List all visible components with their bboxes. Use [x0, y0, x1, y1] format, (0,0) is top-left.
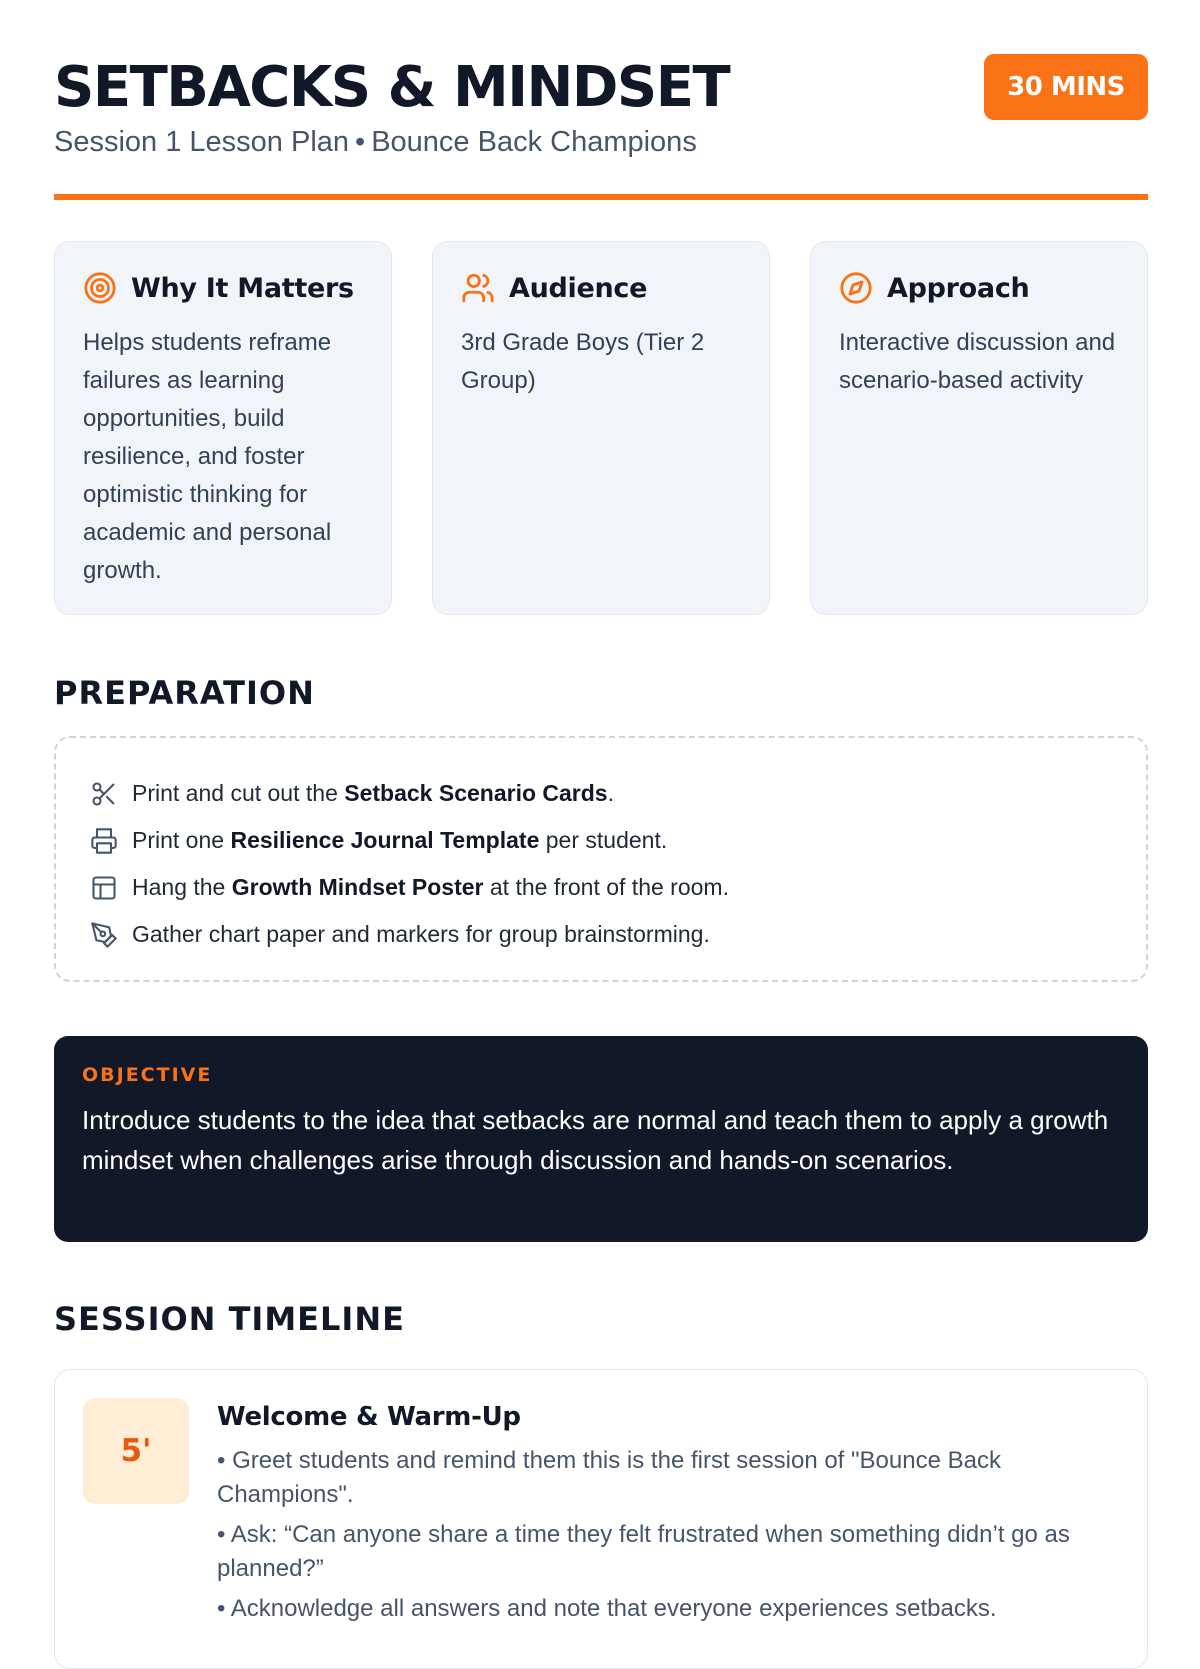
card-approach	[810, 241, 1148, 615]
printer-icon	[90, 827, 118, 855]
pen-tool-icon	[90, 921, 118, 949]
page-title: SETBACKS & MINDSET	[54, 55, 730, 120]
card-why-it-matters	[54, 241, 392, 615]
prep-text: Print and cut out the Setback Scenario Cards.	[132, 780, 614, 806]
target-icon	[83, 271, 117, 305]
prep-item	[90, 770, 1112, 817]
step-duration-badge: 5'	[83, 1398, 189, 1504]
step-content	[217, 1402, 1117, 1632]
duration-badge: 30 MINS	[984, 54, 1148, 120]
prep-item	[90, 911, 1112, 958]
header-divider	[54, 194, 1148, 200]
objective-text: Introduce students to the idea that setbacks are normal and teach them to apply a growth mindset when challenges arise through discussion and hands-on scenarios.	[82, 1105, 1109, 1175]
users-icon	[461, 271, 495, 305]
compass-icon	[839, 271, 873, 305]
prep-item	[90, 817, 1112, 864]
step-bullet: • Acknowledge all answers and note that everyone experiences setbacks.	[217, 1595, 997, 1622]
objective-label: OBJECTIVE	[82, 1064, 213, 1086]
card-body: Helps students reframe failures as learning opportunities, build resilience, and foster optimistic thinking for academic and personal growth.	[83, 329, 332, 584]
objective-panel	[54, 1036, 1148, 1242]
preparation-heading: PREPARATION	[54, 674, 315, 712]
step-bullet: • Greet students and remind them this is the first session of "Bounce Back Champions".	[217, 1447, 1001, 1508]
timeline-step	[54, 1369, 1148, 1669]
step-title: Welcome & Warm-Up	[217, 1402, 521, 1432]
info-cards	[54, 241, 1148, 615]
step-bullets	[217, 1444, 1117, 1626]
card-body: Interactive discussion and scenario-based activity	[839, 329, 1116, 394]
page-subtitle	[54, 126, 697, 159]
subtitle-program: Bounce Back Champions	[371, 126, 697, 158]
scissors-icon	[90, 780, 118, 808]
card-title: Why It Matters	[131, 272, 354, 304]
step-bullet: • Ask: “Can anyone share a time they felt frustrated when something didn’t go as planned?”	[217, 1521, 1070, 1582]
subtitle-session: Session 1 Lesson Plan	[54, 126, 350, 158]
preparation-checklist	[54, 736, 1148, 982]
layout-icon	[90, 874, 118, 902]
prep-text: Gather chart paper and markers for group brainstorming.	[132, 921, 710, 947]
subtitle-separator: •	[355, 126, 366, 158]
card-body: 3rd Grade Boys (Tier 2 Group)	[461, 329, 705, 394]
timeline-heading: SESSION TIMELINE	[54, 1300, 405, 1338]
card-title: Approach	[887, 272, 1030, 304]
prep-text: Hang the Growth Mindset Poster at the front of the room.	[132, 874, 729, 900]
card-audience	[432, 241, 770, 615]
prep-item	[90, 864, 1112, 911]
card-title: Audience	[509, 272, 648, 304]
prep-text: Print one Resilience Journal Template per student.	[132, 827, 668, 853]
header	[54, 50, 1148, 200]
